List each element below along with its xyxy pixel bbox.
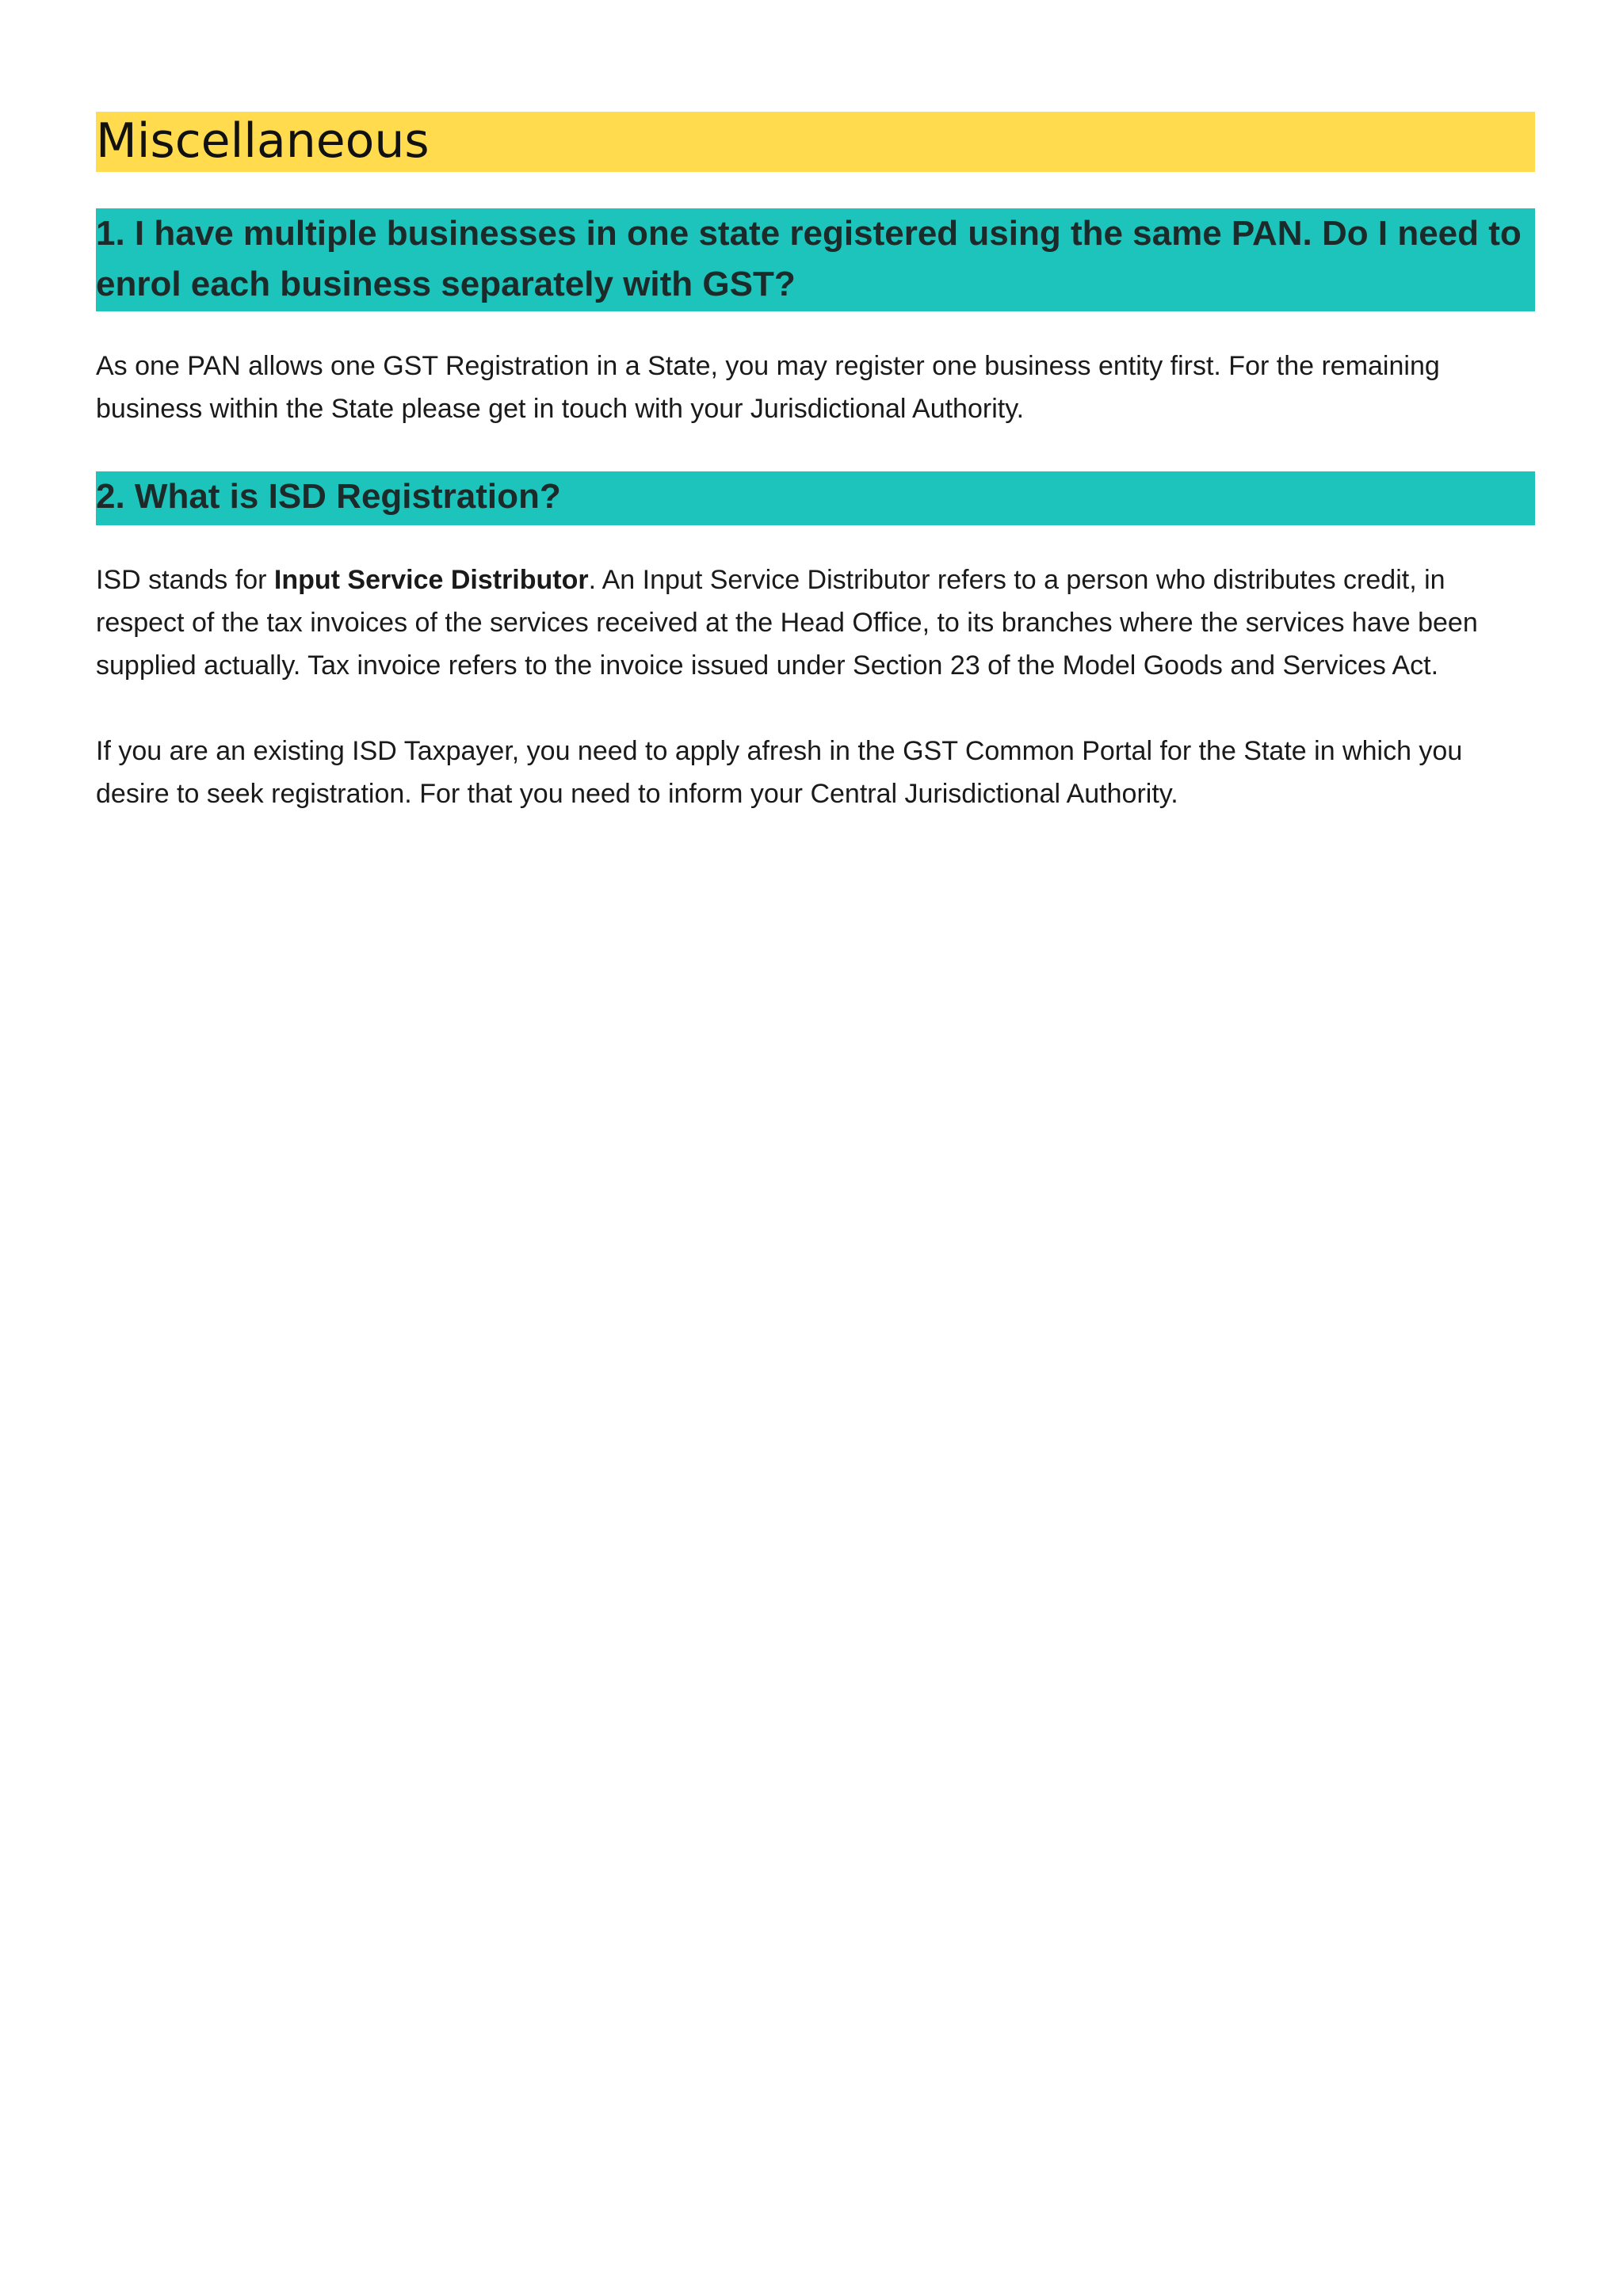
faq-answer-2-prefix: ISD stands for	[96, 565, 274, 595]
faq-answer-2-paragraph-2: If you are an existing ISD Taxpayer, you need to apply afresh in the GST Common Portal for the State in which you desire to seek registration. For that you need to inform your Central Jurisdictional Authority.	[96, 736, 1463, 809]
section-title: Miscellaneous	[96, 112, 1535, 172]
faq-question-2: 2. What is ISD Registration?	[96, 471, 1535, 525]
faq-answer-1: As one PAN allows one GST Registration in a State, you may register one business entity first. For the remaining business within the State please get in touch with your Jurisdictional Authority.	[96, 351, 1440, 424]
faq-answer-2	[96, 559, 1535, 687]
faq-question-1: 1. I have multiple businesses in one state registered using the same PAN. Do I need to enrol each business separately with GST?	[96, 208, 1535, 311]
faq-answer-2-rest: . An Input Service Distributor refers to a person who distributes credit, in respect of the tax invoices of the services received at the Head Office, to its branches where the services have been supplied actually. Tax invoice refers to the invoice issued under Section 23 of the Model Goods and Services Act.	[96, 565, 1478, 681]
faq-answer-2-bold-term: Input Service Distributor	[273, 565, 589, 595]
document-page	[96, 112, 1535, 815]
